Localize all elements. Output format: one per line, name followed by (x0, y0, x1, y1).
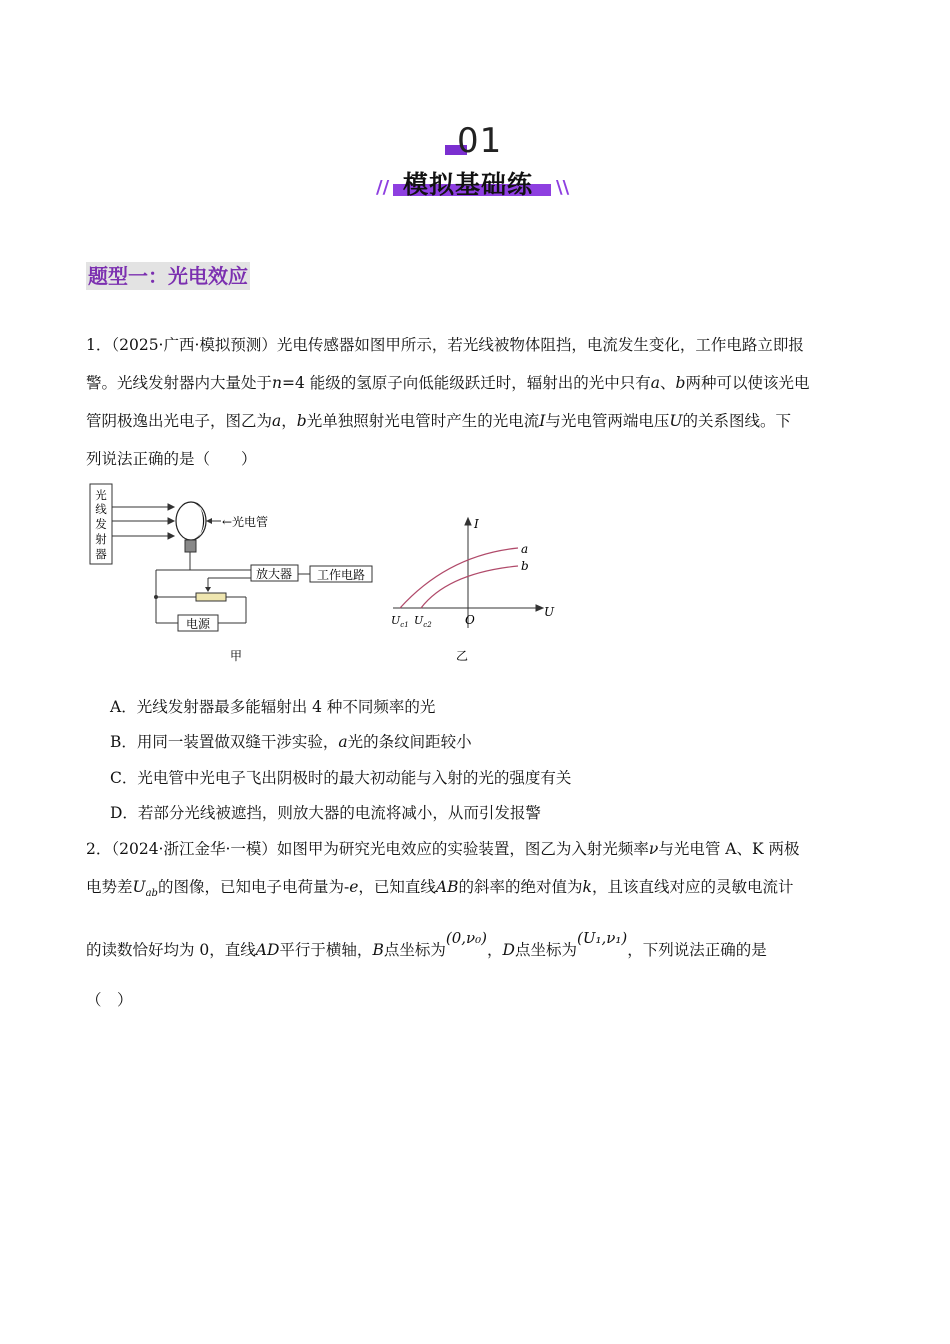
coord-b: (0,ν₀) (445, 929, 487, 947)
q2-line-3: 的读数恰好均为 0，直线AD平行于横轴，B点坐标为(0,ν₀)，D点坐标为(U₁,ν₁)，下列说法正确的是 (86, 929, 767, 959)
emitter-char-5: 器 (95, 547, 107, 561)
uc2-label: $U_{c2}$ (414, 614, 432, 629)
axis-u-label: U (544, 605, 555, 619)
q1-option-c: C．光电管中光电子飞出阴极时的最大初动能与入射的光的强度有关 (110, 769, 572, 787)
q1-line-1: 1．（2025·广西·模拟预测）光电传感器如图甲所示，若光线被物体阻挡，电流发生变化，工作电路立即报 (86, 336, 804, 354)
caption-yi: 乙 (455, 649, 469, 663)
emitter-char-2: 线 (95, 502, 107, 516)
q1-line-2: 警。光线发射器内大量处于n=4 能级的氢原子向低能级跃迁时，辐射出的光中只有a、b两种可以使该光电 (86, 374, 810, 392)
section-title: 题型一：光电效应 (88, 264, 248, 288)
emitter-char-1: 光 (95, 488, 107, 502)
q1-option-b: B．用同一装置做双缝干涉实验，a光的条纹间距较小 (110, 733, 472, 751)
q2-line-4: （ ） (86, 991, 133, 1009)
q1-figure (88, 483, 568, 668)
header-left-deco: // (376, 177, 390, 198)
work-circuit-label: 工作电路 (316, 568, 366, 582)
q1-option-d: D．若部分光线被遮挡，则放大器的电流将减小，从而引发报警 (110, 804, 541, 822)
curve-b (421, 566, 518, 608)
q1-line-4: 列说法正确的是（ ） (86, 450, 257, 468)
caption-jia: 甲 (229, 649, 243, 663)
curve-a-label: a (521, 542, 529, 556)
curve-a (400, 548, 518, 608)
curve-b-label: b (521, 559, 529, 573)
uc1-label: $U_{c1}$ (391, 614, 409, 629)
phototube (176, 502, 206, 540)
amplifier-label: 放大器 (255, 567, 293, 581)
header-right-deco: \\ (556, 177, 570, 198)
power-label: 电源 (185, 617, 211, 631)
q1-line-3: 管阴极逸出光电子，图乙为a，b光单独照射光电管时产生的光电流I与光电管两端电压U的关系图线。下 (86, 412, 791, 430)
q2-line-2: 电势差$U_{ab}$的图像，已知电子电荷量为-e，已知直线AB的斜率的绝对值为k，且该直线对应的灵敏电流计 (86, 878, 794, 900)
axis-i-label: I (474, 517, 479, 531)
coord-d: (U₁,ν₁) (576, 929, 628, 947)
q1-option-a: A．光线发射器最多能辐射出 4 种不同频率的光 (110, 698, 436, 716)
emitter-char-4: 射 (95, 532, 107, 546)
rheostat (196, 593, 226, 601)
emitter-char-3: 发 (95, 517, 107, 531)
origin-label: O (465, 613, 475, 627)
q2-line-1: 2．（2024·浙江金华·一模）如图甲为研究光电效应的实验装置，图乙为入射光频率ν与光电管 A、K 两极 (86, 840, 800, 858)
header-number: 01 (457, 121, 503, 161)
header-title: 模拟基础练 (403, 170, 534, 199)
tube-label: ←光电管 (222, 515, 269, 529)
